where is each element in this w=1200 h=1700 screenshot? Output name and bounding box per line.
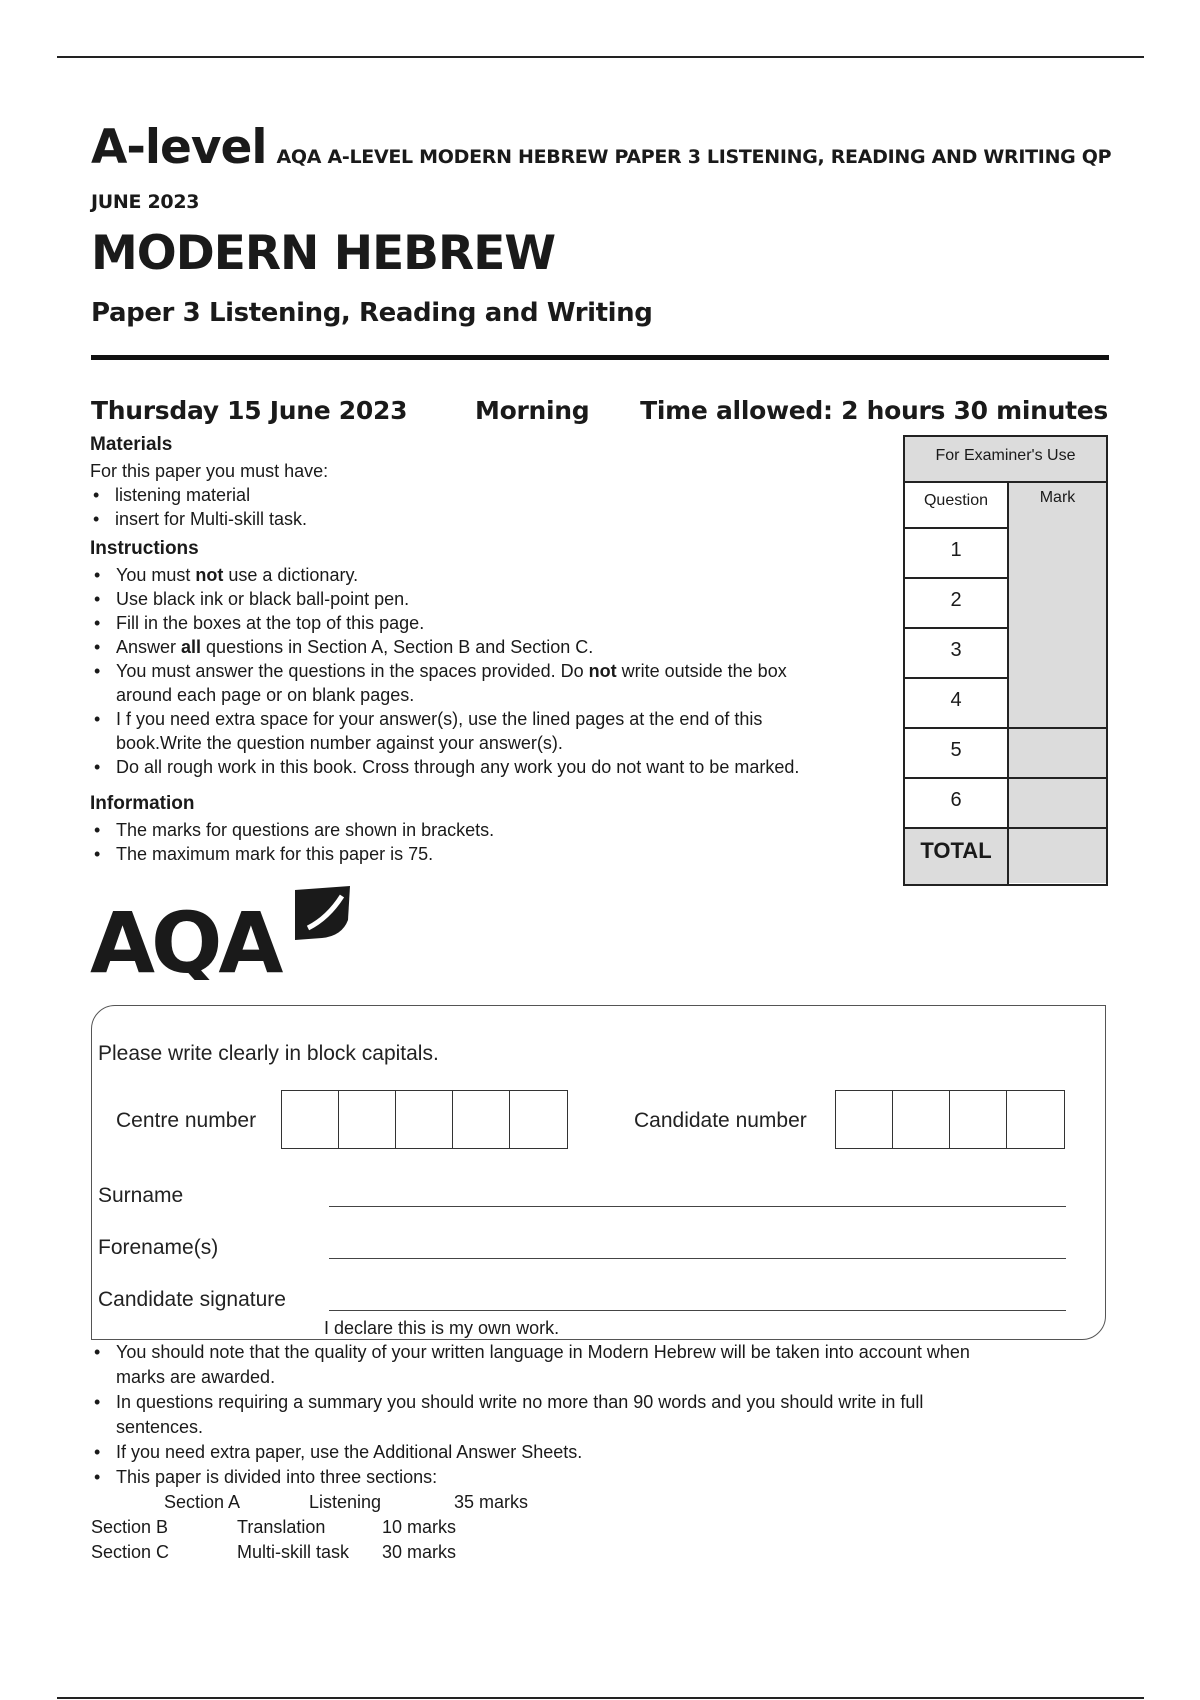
question-number: 4 (905, 679, 1009, 729)
question-number: 1 (905, 529, 1009, 579)
list-item: • Fill in the boxes at the top of this page. (91, 611, 891, 635)
list-item: • I f you need extra space for your answer(s), use the lined pages at the end of this book.Write the question number against your answer(s). (91, 707, 891, 755)
list-item: • You must answer the questions in the spaces provided. Do not write outside the box around each page or on blank pages. (91, 659, 891, 707)
section-a-type: Listening (309, 1492, 382, 1512)
list-item: • The marks for questions are shown in brackets. (91, 818, 494, 842)
forename-field[interactable] (329, 1258, 1066, 1259)
digit-box[interactable] (339, 1091, 396, 1148)
section-a-marks: 35 marks (454, 1492, 529, 1512)
materials-list (90, 483, 307, 531)
section-b-marks: 10 marks (382, 1517, 457, 1537)
paper-code: AQA A-LEVEL MODERN HEBREW PAPER 3 LISTENING, READING AND WRITING QP (276, 146, 1112, 168)
surname-label: Surname (98, 1184, 184, 1207)
section-a-name: Section A (164, 1492, 241, 1512)
forename-label: Forename(s) (98, 1236, 219, 1259)
bottom-rule (57, 1697, 1144, 1699)
subject-title: MODERN HEBREW (91, 226, 556, 281)
candidate-number-field[interactable] (835, 1090, 1065, 1149)
list-item: • The maximum mark for this paper is 75. (91, 842, 494, 866)
mark-divider (1009, 827, 1106, 829)
digit-box[interactable] (950, 1091, 1007, 1148)
materials-heading: Materials (90, 434, 173, 455)
digit-box[interactable] (282, 1091, 339, 1148)
section-c-type: Multi-skill task (237, 1542, 350, 1562)
mark-divider (1009, 727, 1106, 729)
question-number: 2 (905, 579, 1009, 629)
title-divider (91, 355, 1109, 360)
digit-box[interactable] (893, 1091, 950, 1148)
digit-box[interactable] (396, 1091, 453, 1148)
exam-date-code: JUNE 2023 (91, 191, 200, 213)
title-line (91, 120, 1131, 175)
list-item: • If you need extra paper, use the Additional Answer Sheets. (91, 1440, 1091, 1465)
exam-session: Morning (475, 396, 590, 425)
level-title: A-level (91, 120, 267, 175)
candidate-details-box (91, 1005, 1106, 1340)
aqa-logo-mark (90, 880, 360, 980)
materials-intro: For this paper you must have: (90, 461, 329, 481)
total-label: TOTAL (905, 829, 1009, 884)
signature-label: Candidate signature (98, 1288, 286, 1311)
centre-number-label: Centre number (116, 1109, 257, 1132)
declaration-text: I declare this is my own work. (324, 1318, 560, 1338)
list-item: • insert for Multi-skill task. (90, 507, 307, 531)
mark-column-header: Mark (1009, 483, 1106, 883)
question-number: 6 (905, 779, 1009, 829)
mark-divider (1009, 777, 1106, 779)
digit-box[interactable] (1007, 1091, 1064, 1148)
instructions-list (91, 563, 891, 779)
exam-date: Thursday 15 June 2023 (91, 396, 408, 425)
list-item: • You must not use a dictionary. (91, 563, 891, 587)
signature-field[interactable] (329, 1310, 1066, 1311)
section-c-marks: 30 marks (382, 1542, 457, 1562)
examiner-use-table (903, 435, 1108, 886)
list-item: • Answer all questions in Section A, Section B and Section C. (91, 635, 891, 659)
additional-notes (91, 1340, 1091, 1490)
information-list (91, 818, 494, 866)
digit-box[interactable] (836, 1091, 893, 1148)
question-column-header: Question (905, 483, 1009, 529)
list-item: • This paper is divided into three sections: (91, 1465, 1091, 1490)
leaf-icon (295, 886, 350, 940)
candidate-number-label: Candidate number (634, 1109, 807, 1132)
section-c-name: Section C (91, 1542, 170, 1562)
block-capitals-prompt: Please write clearly in block capitals. (98, 1042, 439, 1065)
logo-text: AQA (90, 894, 280, 980)
surname-field[interactable] (329, 1206, 1066, 1207)
list-item: • listening material (90, 483, 307, 507)
list-item: • Use black ink or black ball-point pen. (91, 587, 891, 611)
top-rule (57, 56, 1144, 58)
list-item: • In questions requiring a summary you should write no more than 90 words and you should write in full sentences. (91, 1390, 1091, 1440)
question-number: 3 (905, 629, 1009, 679)
question-number: 5 (905, 729, 1009, 779)
centre-number-field[interactable] (281, 1090, 568, 1149)
section-b-name: Section B (91, 1517, 169, 1537)
instructions-heading: Instructions (90, 538, 199, 559)
paper-title: Paper 3 Listening, Reading and Writing (91, 298, 653, 328)
list-item: • You should note that the quality of your written language in Modern Hebrew will be taken into account when marks are awarded. (91, 1340, 1091, 1390)
aqa-logo (90, 880, 360, 985)
list-item: • Do all rough work in this book. Cross through any work you do not want to be marked. (91, 755, 891, 779)
digit-box[interactable] (510, 1091, 567, 1148)
digit-box[interactable] (453, 1091, 510, 1148)
time-allowed: Time allowed: 2 hours 30 minutes (640, 396, 1108, 425)
examiner-table-heading: For Examiner's Use (905, 437, 1106, 483)
notes-list (91, 1340, 1091, 1490)
section-b-type: Translation (237, 1517, 326, 1537)
information-heading: Information (90, 793, 195, 814)
